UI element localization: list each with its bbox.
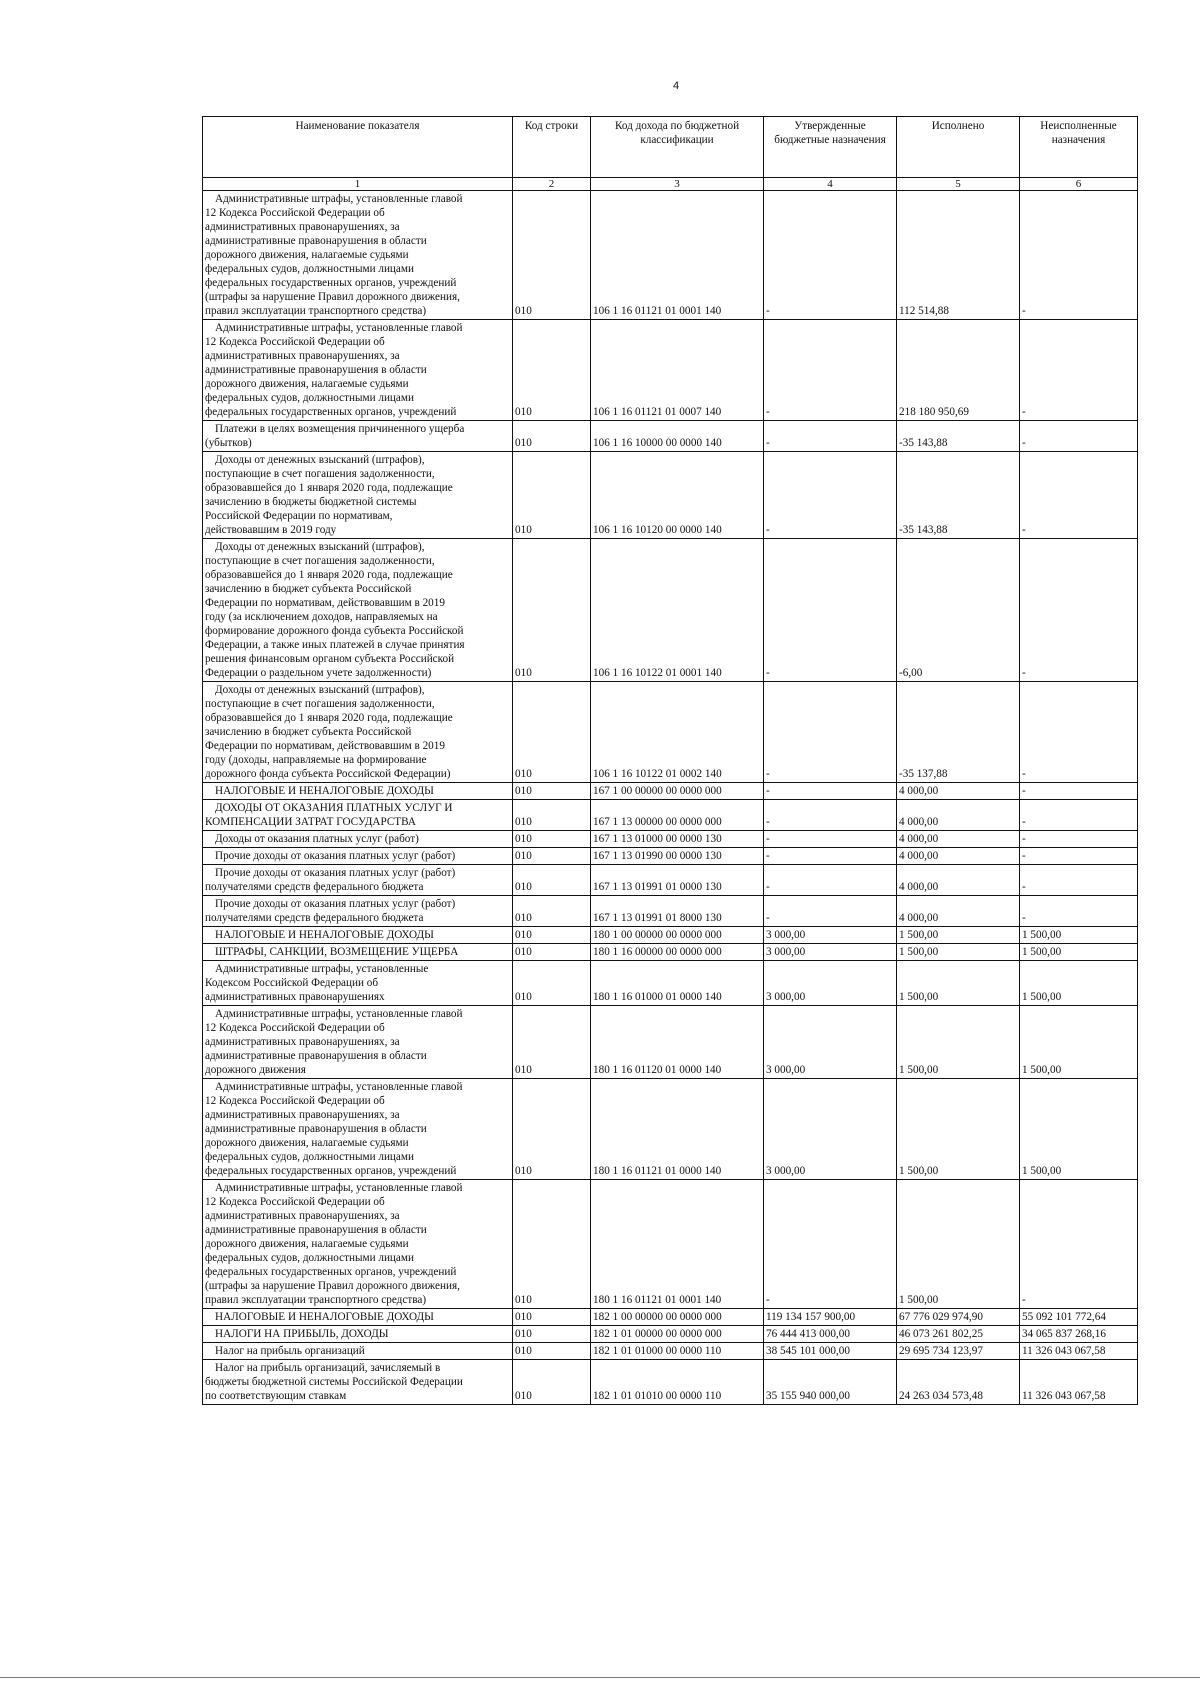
- indicator-name-line: Административные штрафы, установленные главой: [215, 1182, 463, 1194]
- table-row: [203, 191, 1138, 320]
- table-row: [203, 452, 1138, 539]
- indicator-name-line: административные правонарушения в области: [205, 1050, 427, 1062]
- column-number: 1: [203, 178, 513, 191]
- approved-cell: -: [764, 452, 897, 539]
- indicator-name-line: Доходы от денежных взысканий (штрафов),: [215, 454, 425, 466]
- budget-income-table: [202, 116, 1138, 1405]
- table-row: [203, 896, 1138, 927]
- line-code-cell: 010: [513, 927, 591, 944]
- approved-cell: -: [764, 421, 897, 452]
- indicator-name-cell: [203, 848, 513, 865]
- indicator-name-line: году (доходы, направляемые на формирование: [205, 754, 427, 766]
- indicator-name-line: формирование дорожного фонда субъекта Российской: [205, 625, 464, 637]
- indicator-name-cell: [203, 831, 513, 848]
- header-executed: Исполнено: [897, 117, 1020, 178]
- approved-cell: -: [764, 191, 897, 320]
- indicator-name-cell: [203, 896, 513, 927]
- indicator-name-line: зачислению в бюджет субъекта Российской: [205, 583, 412, 595]
- approved-cell: -: [764, 896, 897, 927]
- indicator-name-line: зачислению в бюджет субъекта Российской: [205, 726, 412, 738]
- indicator-name-cell: [203, 320, 513, 421]
- income-code-cell: 167 1 13 01000 00 0000 130: [591, 831, 764, 848]
- indicator-name-cell: [203, 682, 513, 783]
- line-code-cell: 010: [513, 1343, 591, 1360]
- table-row: [203, 1360, 1138, 1405]
- approved-cell: 76 444 413 000,00: [764, 1326, 897, 1343]
- executed-cell: 4 000,00: [897, 783, 1020, 800]
- indicator-name-line: Доходы от денежных взысканий (штрафов),: [215, 541, 425, 553]
- indicator-name-line: НАЛОГОВЫЕ И НЕНАЛОГОВЫЕ ДОХОДЫ: [215, 1311, 434, 1323]
- table-row: [203, 421, 1138, 452]
- executed-cell: 1 500,00: [897, 944, 1020, 961]
- indicator-name-line: получателями средств федерального бюджета: [205, 912, 424, 924]
- indicator-name-line: административные правонарушения в области: [205, 1224, 427, 1236]
- approved-cell: -: [764, 539, 897, 682]
- unexecuted-cell: 1 500,00: [1020, 961, 1138, 1006]
- income-code-cell: 167 1 13 01991 01 8000 130: [591, 896, 764, 927]
- executed-cell: 1 500,00: [897, 1006, 1020, 1079]
- income-code-cell: 167 1 13 01990 00 0000 130: [591, 848, 764, 865]
- indicator-name-cell: [203, 452, 513, 539]
- income-code-cell: 182 1 00 00000 00 0000 000: [591, 1309, 764, 1326]
- indicator-name-line: федеральных государственных органов, учреждений: [205, 406, 457, 418]
- column-number: 5: [897, 178, 1020, 191]
- executed-cell: 4 000,00: [897, 848, 1020, 865]
- indicator-name-line: НАЛОГИ НА ПРИБЫЛЬ, ДОХОДЫ: [215, 1328, 389, 1340]
- indicator-name-line: (штрафы за нарушение Правил дорожного движения,: [205, 291, 460, 303]
- table-row: [203, 865, 1138, 896]
- table-row: [203, 320, 1138, 421]
- indicator-name-line: федеральных государственных органов, учреждений: [205, 277, 457, 289]
- line-code-cell: 010: [513, 1180, 591, 1309]
- column-number-row: [203, 178, 1138, 191]
- column-number: 4: [764, 178, 897, 191]
- indicator-name-line: по соответствующим ставкам: [205, 1390, 347, 1402]
- indicator-name-line: дорожного движения, налагаемые судьями: [205, 378, 409, 390]
- indicator-name-line: Административные штрафы, установленные главой: [215, 1008, 463, 1020]
- line-code-cell: 010: [513, 961, 591, 1006]
- indicator-name-line: федеральных государственных органов, учреждений: [205, 1266, 457, 1278]
- income-code-cell: 180 1 00 00000 00 0000 000: [591, 927, 764, 944]
- income-code-cell: 182 1 01 00000 00 0000 000: [591, 1326, 764, 1343]
- approved-cell: 3 000,00: [764, 927, 897, 944]
- income-code-cell: 180 1 16 01120 01 0000 140: [591, 1006, 764, 1079]
- executed-cell: 4 000,00: [897, 896, 1020, 927]
- indicator-name-cell: [203, 1343, 513, 1360]
- indicator-name-line: действовавшим в 2019 году: [205, 524, 337, 536]
- indicator-name-line: административные правонарушения в области: [205, 364, 427, 376]
- table-row: [203, 1006, 1138, 1079]
- table-row: [203, 1309, 1138, 1326]
- line-code-cell: 010: [513, 848, 591, 865]
- indicator-name-line: правил эксплуатации транспортного средства): [205, 1294, 427, 1306]
- income-code-cell: 106 1 16 10122 01 0002 140: [591, 682, 764, 783]
- indicator-name-line: образовавшейся до 1 января 2020 года, подлежащие: [205, 482, 453, 494]
- income-code-cell: 167 1 00 00000 00 0000 000: [591, 783, 764, 800]
- executed-cell: -35 137,88: [897, 682, 1020, 783]
- column-number: 6: [1020, 178, 1138, 191]
- column-number: 2: [513, 178, 591, 191]
- column-number: 3: [591, 178, 764, 191]
- income-code-cell: 180 1 16 01121 01 0001 140: [591, 1180, 764, 1309]
- indicator-name-line: образовавшейся до 1 января 2020 года, подлежащие: [205, 569, 453, 581]
- indicator-name-line: административные правонарушения в области: [205, 235, 427, 247]
- executed-cell: 67 776 029 974,90: [897, 1309, 1020, 1326]
- indicator-name-cell: [203, 421, 513, 452]
- indicator-name-line: 12 Кодекса Российской Федерации об: [205, 1196, 385, 1208]
- indicator-name-cell: [203, 1006, 513, 1079]
- indicator-name-line: Административные штрафы, установленные: [215, 963, 429, 975]
- unexecuted-cell: 1 500,00: [1020, 1006, 1138, 1079]
- executed-cell: 4 000,00: [897, 800, 1020, 831]
- indicator-name-line: административных правонарушениях, за: [205, 1109, 400, 1121]
- unexecuted-cell: 34 065 837 268,16: [1020, 1326, 1138, 1343]
- table-row: [203, 961, 1138, 1006]
- unexecuted-cell: 1 500,00: [1020, 1079, 1138, 1180]
- approved-cell: -: [764, 831, 897, 848]
- indicator-name-cell: [203, 539, 513, 682]
- indicator-name-cell: [203, 1309, 513, 1326]
- indicator-name-cell: [203, 191, 513, 320]
- approved-cell: -: [764, 320, 897, 421]
- approved-cell: 38 545 101 000,00: [764, 1343, 897, 1360]
- indicator-name-line: Прочие доходы от оказания платных услуг (работ): [215, 850, 456, 862]
- approved-cell: -: [764, 848, 897, 865]
- income-code-cell: 180 1 16 01000 01 0000 140: [591, 961, 764, 1006]
- line-code-cell: 010: [513, 1360, 591, 1405]
- indicator-name-line: Административные штрафы, установленные главой: [215, 193, 463, 205]
- indicator-name-line: дорожного движения: [205, 1064, 306, 1076]
- line-code-cell: 010: [513, 831, 591, 848]
- indicator-name-line: административных правонарушениях, за: [205, 1036, 400, 1048]
- unexecuted-cell: -: [1020, 320, 1138, 421]
- unexecuted-cell: 55 092 101 772,64: [1020, 1309, 1138, 1326]
- income-code-cell: 106 1 16 01121 01 0001 140: [591, 191, 764, 320]
- approved-cell: 3 000,00: [764, 961, 897, 1006]
- executed-cell: 112 514,88: [897, 191, 1020, 320]
- line-code-cell: 010: [513, 320, 591, 421]
- header-income-code: Код дохода по бюджетной классификации: [591, 117, 764, 178]
- indicator-name-cell: [203, 800, 513, 831]
- line-code-cell: 010: [513, 682, 591, 783]
- unexecuted-cell: 11 326 043 067,58: [1020, 1360, 1138, 1405]
- indicator-name-line: административных правонарушениях: [205, 991, 385, 1003]
- unexecuted-cell: -: [1020, 421, 1138, 452]
- indicator-name-cell: [203, 783, 513, 800]
- indicator-name-line: ШТРАФЫ, САНКЦИИ, ВОЗМЕЩЕНИЕ УЩЕРБА: [215, 946, 459, 958]
- executed-cell: 4 000,00: [897, 865, 1020, 896]
- table-row: [203, 1326, 1138, 1343]
- indicator-name-line: поступающие в счет погашения задолженности,: [205, 698, 435, 710]
- income-code-cell: 167 1 13 01991 01 0000 130: [591, 865, 764, 896]
- indicator-name-line: НАЛОГОВЫЕ И НЕНАЛОГОВЫЕ ДОХОДЫ: [215, 929, 434, 941]
- indicator-name-line: получателями средств федерального бюджета: [205, 881, 424, 893]
- indicator-name-line: федеральных судов, должностными лицами: [205, 263, 414, 275]
- income-code-cell: 106 1 16 10122 01 0001 140: [591, 539, 764, 682]
- approved-cell: -: [764, 682, 897, 783]
- line-code-cell: 010: [513, 944, 591, 961]
- indicator-name-line: Административные штрафы, установленные главой: [215, 322, 463, 334]
- indicator-name-cell: [203, 1180, 513, 1309]
- line-code-cell: 010: [513, 800, 591, 831]
- indicator-name-line: Прочие доходы от оказания платных услуг (работ): [215, 867, 456, 879]
- indicator-name-line: (убытков): [205, 437, 252, 449]
- table-row: [203, 944, 1138, 961]
- executed-cell: 1 500,00: [897, 1180, 1020, 1309]
- unexecuted-cell: -: [1020, 783, 1138, 800]
- line-code-cell: 010: [513, 191, 591, 320]
- unexecuted-cell: -: [1020, 865, 1138, 896]
- indicator-name-line: бюджеты бюджетной системы Российской Федерации: [205, 1376, 463, 1388]
- indicator-name-line: Платежи в целях возмещения причиненного ущерба: [215, 423, 465, 435]
- unexecuted-cell: -: [1020, 452, 1138, 539]
- indicator-name-line: правил эксплуатации транспортного средства): [205, 305, 427, 317]
- table-row: [203, 848, 1138, 865]
- indicator-name-line: Федерации по нормативам, действовавшим в 2019: [205, 740, 445, 752]
- indicator-name-line: году (за исключением доходов, направляемых на: [205, 611, 438, 623]
- indicator-name-line: Федерации, а также иных платежей в случае принятия: [205, 639, 465, 651]
- unexecuted-cell: -: [1020, 191, 1138, 320]
- header-approved: Утвержденные бюджетные назначения: [764, 117, 897, 178]
- indicator-name-line: 12 Кодекса Российской Федерации об: [205, 1022, 385, 1034]
- line-code-cell: 010: [513, 421, 591, 452]
- indicator-name-line: Налог на прибыль организаций, зачисляемый в: [215, 1362, 441, 1374]
- indicator-name-line: НАЛОГОВЫЕ И НЕНАЛОГОВЫЕ ДОХОДЫ: [215, 785, 434, 797]
- line-code-cell: 010: [513, 1326, 591, 1343]
- indicator-name-line: Кодексом Российской Федерации об: [205, 977, 379, 989]
- indicator-name-line: КОМПЕНСАЦИИ ЗАТРАТ ГОСУДАРСТВА: [205, 816, 416, 828]
- indicator-name-line: Прочие доходы от оказания платных услуг (работ): [215, 898, 456, 910]
- unexecuted-cell: -: [1020, 539, 1138, 682]
- indicator-name-line: 12 Кодекса Российской Федерации об: [205, 207, 385, 219]
- indicator-name-line: административных правонарушениях, за: [205, 350, 400, 362]
- indicator-name-line: 12 Кодекса Российской Федерации об: [205, 1095, 385, 1107]
- table-row: [203, 831, 1138, 848]
- unexecuted-cell: -: [1020, 800, 1138, 831]
- indicator-name-line: административные правонарушения в области: [205, 1123, 427, 1135]
- indicator-name-line: дорожного движения, налагаемые судьями: [205, 249, 409, 261]
- indicator-name-line: поступающие в счет погашения задолженности,: [205, 555, 435, 567]
- line-code-cell: 010: [513, 1006, 591, 1079]
- indicator-name-line: 12 Кодекса Российской Федерации об: [205, 336, 385, 348]
- indicator-name-line: дорожного фонда субъекта Российской Федерации): [205, 768, 451, 780]
- scan-edge-line: [0, 1677, 1200, 1678]
- income-code-cell: 182 1 01 01000 00 0000 110: [591, 1343, 764, 1360]
- income-code-cell: 106 1 16 10120 00 0000 140: [591, 452, 764, 539]
- table-row: [203, 1079, 1138, 1180]
- line-code-cell: 010: [513, 1309, 591, 1326]
- table-header-row: [203, 117, 1138, 178]
- executed-cell: 29 695 734 123,97: [897, 1343, 1020, 1360]
- approved-cell: -: [764, 783, 897, 800]
- income-code-cell: 182 1 01 01010 00 0000 110: [591, 1360, 764, 1405]
- indicator-name-line: поступающие в счет погашения задолженности,: [205, 468, 435, 480]
- indicator-name-cell: [203, 1360, 513, 1405]
- indicator-name-cell: [203, 865, 513, 896]
- income-code-cell: 180 1 16 00000 00 0000 000: [591, 944, 764, 961]
- header-indicator-name: Наименование показателя: [203, 117, 513, 178]
- indicator-name-line: решения финансовым органом субъекта Российской: [205, 653, 455, 665]
- unexecuted-cell: -: [1020, 848, 1138, 865]
- income-code-cell: 180 1 16 01121 01 0000 140: [591, 1079, 764, 1180]
- approved-cell: -: [764, 1180, 897, 1309]
- unexecuted-cell: -: [1020, 896, 1138, 927]
- unexecuted-cell: 1 500,00: [1020, 927, 1138, 944]
- executed-cell: -35 143,88: [897, 452, 1020, 539]
- approved-cell: 3 000,00: [764, 1079, 897, 1180]
- table-row: [203, 539, 1138, 682]
- income-code-cell: 106 1 16 01121 01 0007 140: [591, 320, 764, 421]
- indicator-name-cell: [203, 961, 513, 1006]
- table-row: [203, 927, 1138, 944]
- approved-cell: -: [764, 865, 897, 896]
- income-code-cell: 106 1 16 10000 00 0000 140: [591, 421, 764, 452]
- income-code-cell: 167 1 13 00000 00 0000 000: [591, 800, 764, 831]
- executed-cell: 1 500,00: [897, 1079, 1020, 1180]
- indicator-name-line: образовавшейся до 1 января 2020 года, подлежащие: [205, 712, 453, 724]
- indicator-name-cell: [203, 1326, 513, 1343]
- unexecuted-cell: 1 500,00: [1020, 944, 1138, 961]
- indicator-name-line: федеральных государственных органов, учреждений: [205, 1165, 457, 1177]
- table-row: [203, 1343, 1138, 1360]
- table-row: [203, 783, 1138, 800]
- indicator-name-cell: [203, 944, 513, 961]
- executed-cell: -35 143,88: [897, 421, 1020, 452]
- executed-cell: 46 073 261 802,25: [897, 1326, 1020, 1343]
- unexecuted-cell: -: [1020, 682, 1138, 783]
- line-code-cell: 010: [513, 1079, 591, 1180]
- header-unexecuted: Неисполненные назначения: [1020, 117, 1138, 178]
- line-code-cell: 010: [513, 452, 591, 539]
- table-row: [203, 682, 1138, 783]
- header-line-code: Код строки: [513, 117, 591, 178]
- approved-cell: 3 000,00: [764, 1006, 897, 1079]
- table-body: [203, 191, 1138, 1405]
- unexecuted-cell: -: [1020, 831, 1138, 848]
- executed-cell: 1 500,00: [897, 961, 1020, 1006]
- approved-cell: -: [764, 800, 897, 831]
- unexecuted-cell: -: [1020, 1180, 1138, 1309]
- indicator-name-line: федеральных судов, должностными лицами: [205, 1252, 414, 1264]
- approved-cell: 119 134 157 900,00: [764, 1309, 897, 1326]
- page-number: 4: [672, 80, 680, 92]
- table-row: [203, 800, 1138, 831]
- indicator-name-line: Российской Федерации по нормативам,: [205, 510, 393, 522]
- line-code-cell: 010: [513, 539, 591, 682]
- indicator-name-line: Налог на прибыль организаций: [215, 1345, 365, 1357]
- indicator-name-cell: [203, 1079, 513, 1180]
- line-code-cell: 010: [513, 783, 591, 800]
- indicator-name-line: Доходы от денежных взысканий (штрафов),: [215, 684, 425, 696]
- executed-cell: -6,00: [897, 539, 1020, 682]
- indicator-name-line: административных правонарушениях, за: [205, 221, 400, 233]
- indicator-name-line: Административные штрафы, установленные главой: [215, 1081, 463, 1093]
- executed-cell: 1 500,00: [897, 927, 1020, 944]
- indicator-name-line: дорожного движения, налагаемые судьями: [205, 1137, 409, 1149]
- approved-cell: 3 000,00: [764, 944, 897, 961]
- approved-cell: 35 155 940 000,00: [764, 1360, 897, 1405]
- executed-cell: 24 263 034 573,48: [897, 1360, 1020, 1405]
- indicator-name-line: административных правонарушениях, за: [205, 1210, 400, 1222]
- indicator-name-line: ДОХОДЫ ОТ ОКАЗАНИЯ ПЛАТНЫХ УСЛУГ И: [215, 802, 453, 814]
- indicator-name-cell: [203, 927, 513, 944]
- indicator-name-line: дорожного движения, налагаемые судьями: [205, 1238, 409, 1250]
- indicator-name-line: федеральных судов, должностными лицами: [205, 1151, 414, 1163]
- executed-cell: 4 000,00: [897, 831, 1020, 848]
- line-code-cell: 010: [513, 896, 591, 927]
- indicator-name-line: Федерации о раздельном учете задолженности): [205, 667, 432, 679]
- indicator-name-line: федеральных судов, должностными лицами: [205, 392, 414, 404]
- indicator-name-line: Федерации по нормативам, действовавшим в 2019: [205, 597, 445, 609]
- indicator-name-line: (штрафы за нарушение Правил дорожного движения,: [205, 1280, 460, 1292]
- unexecuted-cell: 11 326 043 067,58: [1020, 1343, 1138, 1360]
- indicator-name-line: зачислению в бюджеты бюджетной системы: [205, 496, 417, 508]
- line-code-cell: 010: [513, 865, 591, 896]
- table-row: [203, 1180, 1138, 1309]
- indicator-name-line: Доходы от оказания платных услуг (работ): [215, 833, 419, 845]
- executed-cell: 218 180 950,69: [897, 320, 1020, 421]
